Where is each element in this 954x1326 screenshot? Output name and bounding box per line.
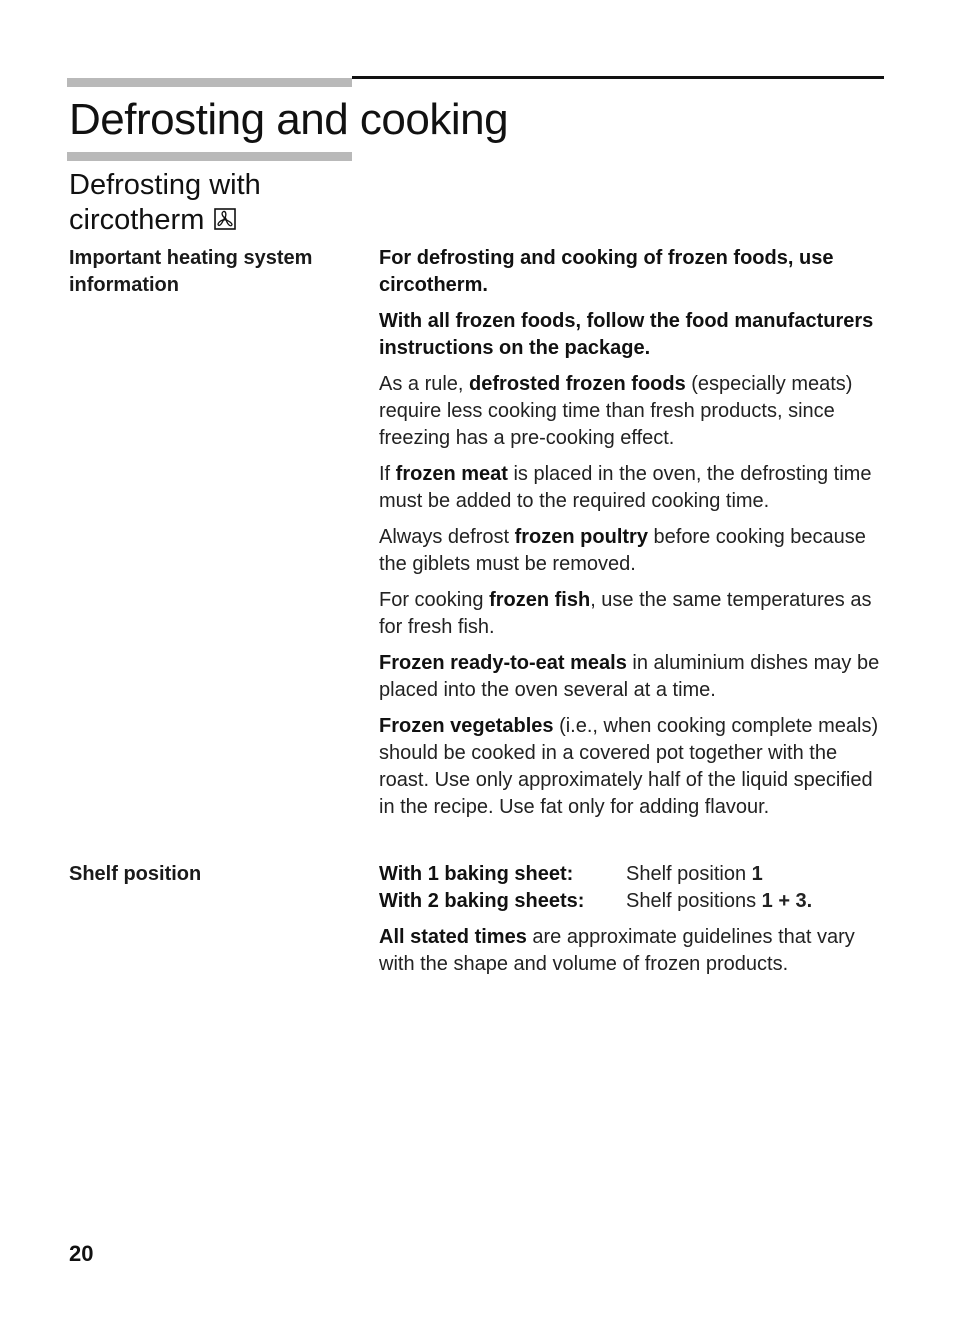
- shelf-value-text: Shelf positions: [626, 890, 762, 912]
- section-rule-grey: [67, 152, 352, 161]
- paragraph-text: Always defrost: [379, 526, 515, 548]
- section-title: [69, 168, 261, 238]
- shelf-value-number: 1: [751, 863, 763, 885]
- paragraph-circotherm: [379, 245, 884, 299]
- title-rule-grey: [67, 78, 352, 87]
- paragraph-bold-text: With all frozen foods, follow the food manufacturers instructions on the package.: [379, 310, 874, 359]
- shelf-value-number: 1 + 3.: [761, 890, 813, 912]
- paragraph-frozen-meat: [379, 461, 884, 515]
- shelf-position-label: Shelf position: [69, 863, 202, 885]
- paragraph-text: are approximate guidelines that vary with the shape and volume of frozen products.: [379, 926, 855, 975]
- page-title: Defrosting and cooking: [69, 95, 509, 144]
- paragraph-stated-times: [379, 924, 884, 978]
- paragraph-bold-text: Frozen vegetables: [379, 715, 554, 737]
- shelf-row-key: With 1 baking sheet:: [379, 863, 574, 885]
- paragraph-bold-text: For defrosting and cooking of frozen foods, use circotherm.: [379, 247, 834, 296]
- paragraph-text: is placed in the oven, the defrosting time must be added to the required cooking time.: [379, 463, 872, 512]
- paragraph-text: (i.e., when cooking complete meals) should be cooked in a covered pot together with the roast. Use only approximately half of the liquid specified in the recipe. Use fat only for adding flavour.: [379, 715, 879, 818]
- paragraph-bold-text: frozen meat: [395, 463, 508, 485]
- shelf-row: [379, 861, 812, 888]
- paragraph-frozen-fish: [379, 587, 884, 641]
- shelf-row-value: [626, 888, 812, 915]
- section-title-line2: circotherm: [69, 204, 205, 236]
- paragraph-text: before cooking because the giblets must be removed.: [379, 526, 866, 575]
- paragraph-text: (especially meats) require less cooking time than fresh products, since freezing has a pre-cooking effect.: [379, 373, 853, 449]
- paragraph-bold-text: frozen fish: [489, 589, 591, 611]
- paragraph-text: in aluminium dishes may be placed into the oven several at a time.: [379, 652, 880, 701]
- shelf-row-value: [626, 861, 763, 888]
- shelf-row: [379, 888, 812, 915]
- title-rule-black: [352, 76, 884, 79]
- paragraph-frozen-poultry: [379, 524, 884, 578]
- paragraph-ready-meals: [379, 650, 884, 704]
- paragraph-defrosted-foods: [379, 371, 884, 452]
- heating-info-label: Important heating system information: [69, 247, 313, 296]
- paragraph-text: , use the same temperatures as for fresh fish.: [379, 589, 872, 638]
- page-number: 20: [69, 1241, 94, 1266]
- times-note: [379, 924, 884, 978]
- shelf-position-table: [379, 861, 812, 915]
- circotherm-fan-icon: [214, 208, 236, 230]
- paragraph-text: As a rule,: [379, 373, 470, 395]
- shelf-row-key: With 2 baking sheets:: [379, 890, 585, 912]
- paragraph-frozen-vegetables: [379, 713, 884, 821]
- paragraph-bold-text: frozen poultry: [514, 526, 648, 548]
- heating-info-body: [379, 245, 884, 821]
- paragraph-bold-text: All stated times: [379, 926, 527, 948]
- paragraph-text: For cooking: [379, 589, 490, 611]
- paragraph-manufacturer: [379, 308, 884, 362]
- paragraph-bold-text: defrosted frozen foods: [469, 373, 686, 395]
- paragraph-bold-text: Frozen ready-to-eat meals: [379, 652, 627, 674]
- section-title-line1: Defrosting with: [69, 169, 261, 201]
- shelf-value-text: Shelf position: [626, 863, 752, 885]
- paragraph-text: If: [379, 463, 396, 485]
